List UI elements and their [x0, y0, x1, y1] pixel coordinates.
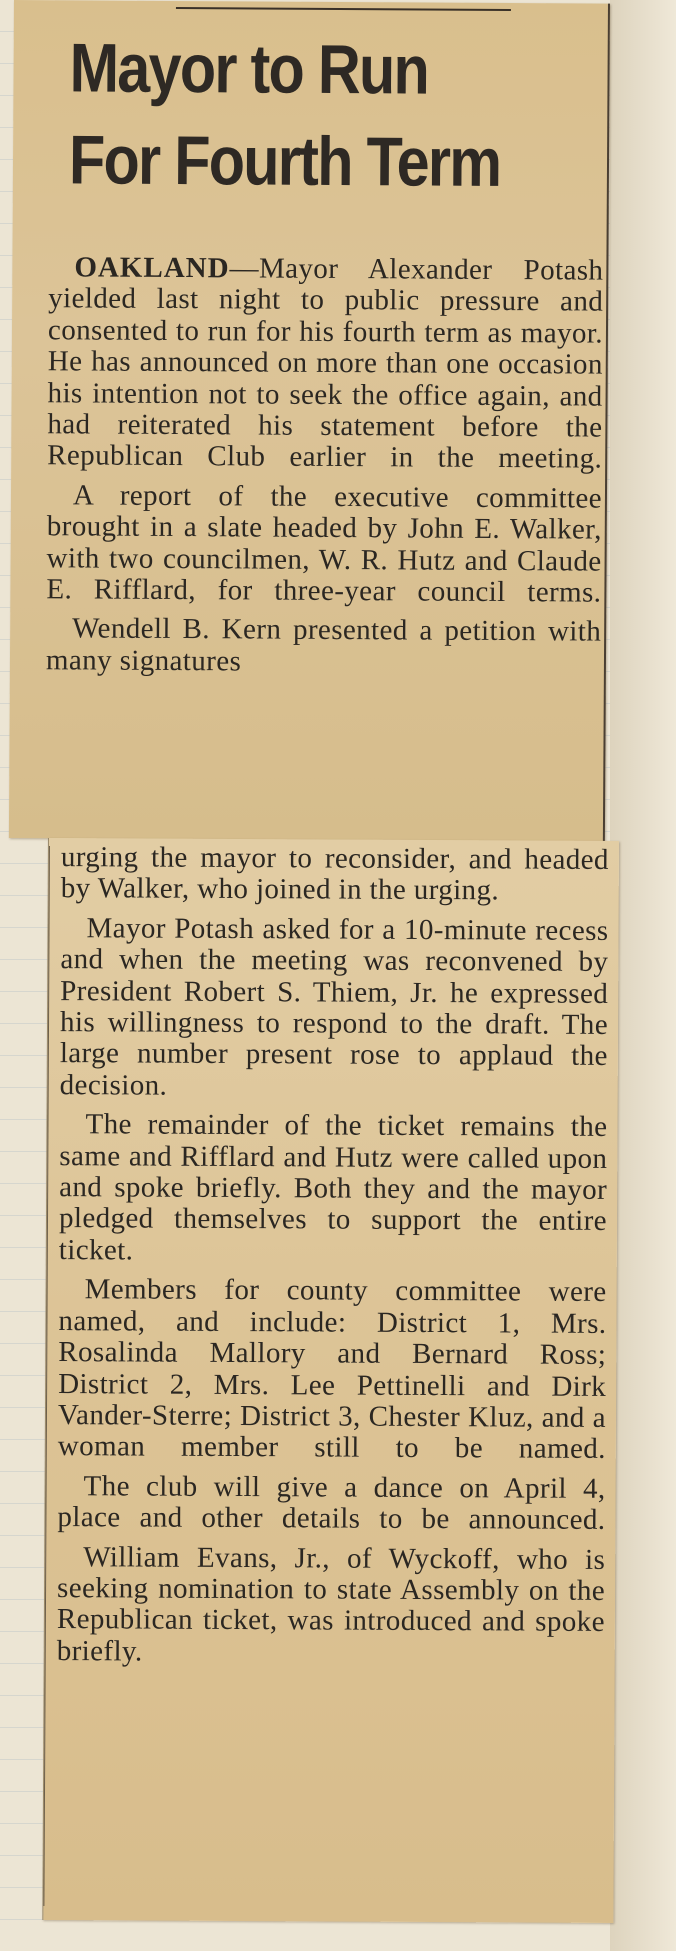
paragraph-2: A report of the executive committee brought in a slate headed by John E. Walker, with two councilmen, W. R. Hutz and Claude E. Rifflard, for three-year council terms.: [46, 479, 603, 609]
headline-line-2: For Fourth Term: [68, 121, 501, 201]
paragraph-8: William Evans, Jr., of Wyckoff, who is seeking nomination to state Assembly on the Republican ticket, was introduced and spoke briefly.: [56, 1540, 606, 1668]
paragraph-3: Wendell B. Kern presented a petition with many signatures: [45, 612, 602, 678]
paragraph-1: [47, 252, 603, 475]
paragraph-1-text: —Mayor Alexander Potash yielded last night to public pressure and consented to run for his fourth term as mayor. He has announced on more than one occasion his intention not to seek the office again, and had reiterated his statement before the Republican Club earlier in the meeting.: [47, 252, 604, 476]
clipping-lower: [42, 838, 619, 1923]
top-rule: [176, 7, 511, 11]
article-body-upper: [46, 252, 604, 680]
paragraph-5: The remainder of the ticket remains the same and Rifflard and Hutz were called upon and spoke briefly. Both they and the mayor pledged themselves to support the entire ticket.: [58, 1108, 608, 1267]
paragraph-7: The club will give a dance on April 4, place and other details to be announced.: [57, 1469, 606, 1537]
paragraph-3-continued: urging the mayor to reconsider, and headed by Walker, who joined in the urging.: [60, 841, 609, 907]
headline-line-1: Mayor to Run: [69, 29, 429, 109]
clipping-upper: [9, 0, 610, 842]
page-edge: [610, 0, 676, 1951]
headline: [69, 22, 517, 209]
dateline: OAKLAND: [74, 251, 230, 285]
paragraph-4: Mayor Potash asked for a 10-minute recess and when the meeting was reconvened by President Robert S. Thiem, Jr. he expressed his willingness to respond to the draft. The large number present rose to applaud the decision.: [59, 912, 609, 1102]
paragraph-6: Members for county committee were named, and include: District 1, Mrs. Rosalinda Mallory and Bernard Ross; District 2, Mrs. Lee Pettinelli and Dirk Vander-Sterre; District 3, Chester Kluz, and a woman member still to be named.: [57, 1273, 607, 1466]
article-body-lower: [57, 842, 609, 1670]
